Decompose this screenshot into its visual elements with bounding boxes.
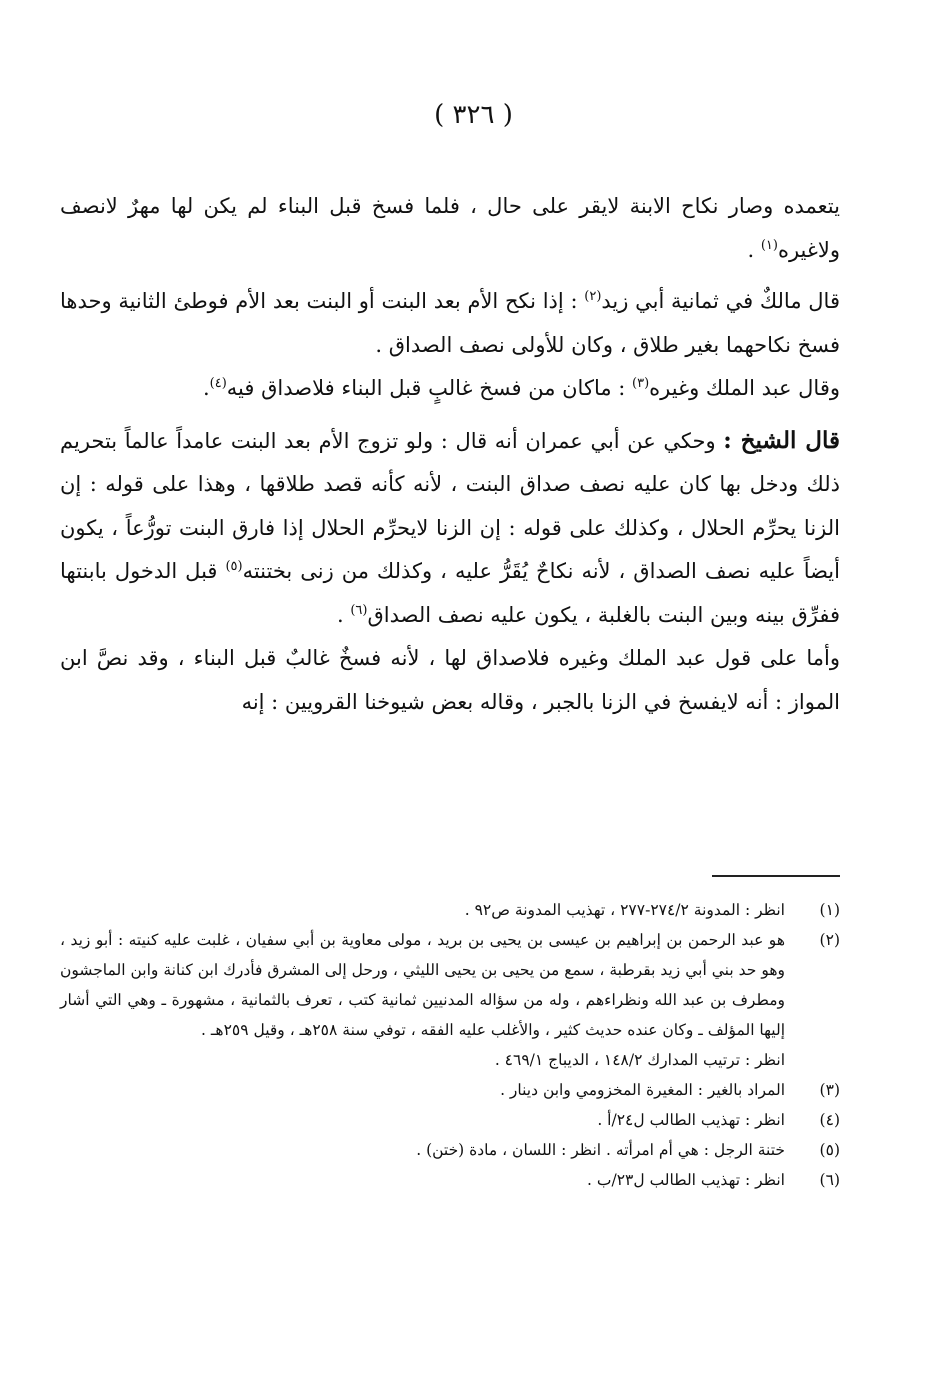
footnote-number: (٢) — [819, 931, 840, 949]
footnote — [60, 895, 840, 925]
paragraph: وقال عبد الملك وغيره$^{(٣)}$ : ماكان من فسخ غالبٍ قبل البناء فلاصداق فيه$^{(٤)}$. — [202, 376, 840, 400]
footnote-text: هو عبد الرحمن بن إبراهيم بن عيسى بن يحيى بن بريد ، مولى معاوية بن أبي سفيان ، غلبت عليه كنيته : أبو زيد ، وهو حد بني أبي زيد بقرطبة ، سمع من يحيى بن يحيى الليثي ، ورحل إلى المشرق فأدرك ابن كنانة وابن الماجشون ومطرف بن عبد الله ونظراءهم ، وله من سؤاله المدنيين ثمانية كتب ، تعرف بالثمانية ، مشهورة ـ وهي التي أشار إليها المؤلف ـ وكان عنده حديث كثير ، والأغلب عليه الفقه ، توفي سنة ٢٥٨هـ ، وقيل ٢٥٩هـ . — [60, 931, 785, 1039]
footnote-text: ختنة الرجل : هي أم امرأته . انظر : اللسان ، مادة (ختن) . — [416, 1141, 785, 1159]
paragraph — [60, 185, 840, 272]
paragraph-text: قال مالكٌ في ثمانية أبي زيد — [601, 289, 840, 313]
footnote-text: انظر : المدونة ٢٧٤/٢-٢٧٧ ، تهذيب المدونة ص٩٢ . — [464, 901, 785, 919]
paragraph-end: . — [336, 602, 351, 627]
paragraph-tail: . — [747, 237, 761, 262]
footnote-number: (٦) — [819, 1171, 840, 1189]
footnote-number: (٤) — [819, 1111, 840, 1129]
footnotes — [60, 895, 840, 1195]
paragraph-tail: : ماكان من فسخ غالبٍ قبل البناء فلاصداق فيه — [226, 376, 633, 400]
footnote-ref[interactable]: (١) — [760, 237, 778, 253]
page-number: ( ٣٢٦ ) — [434, 100, 513, 130]
footnote-text: انظر : تهذيب الطالب ل٢٣/ب . — [587, 1171, 785, 1189]
footnote — [60, 1075, 840, 1105]
paragraph — [60, 637, 840, 724]
main-text — [60, 185, 840, 724]
footnote-number: (٣) — [819, 1081, 840, 1099]
footnote-ref[interactable]: (٣) — [632, 376, 650, 391]
footnote — [60, 1165, 840, 1195]
footnote-ref[interactable]: (٥) — [225, 559, 243, 574]
footnote-number: (٥) — [819, 1141, 840, 1159]
paragraph-text: يتعمده وصار نكاح الابنة لايقر على حال ، فلما فسخ قبل البناء لم يكن لها مهرٌ لانصف ولاغيره — [60, 194, 840, 262]
footnote — [60, 925, 840, 1075]
footnote-text: انظر : ترتيب المدارك ١٤٨/٢ ، الديباج ٤٦٩/١ . — [494, 1051, 785, 1069]
paragraph-tail: : إذا نكح الأم بعد البنت أو البنت بعد الأم فوطئ الثانية وحدها فسخ نكاحهما بغير طلاق ، وكان للأولى نصف الصداق . — [60, 289, 840, 357]
footnote-ref[interactable]: (٤) — [209, 376, 227, 391]
paragraph-text: وأما على قول عبد الملك وغيره فلاصداق لها ، لأنه فسخٌ غالبٌ قبل البناء ، وقد نصَّ ابن المواز : أنه لايفسخ في الزنا بالجبر ، وقاله بعض شيوخنا القرويين : إنه — [60, 646, 840, 714]
paragraph-text: وحكي عن أبي عمران أنه قال : ولو تزوج الأم بعد البنت عامداً عالماً بتحريم ذلك ودخل بها كان عليه نصف صداق البنت ، لأنه كأنه قصد طلاقها ، وهذا على قوله : إن الزنا يحرِّم الحلال ، وكذلك على قوله : إن الزنا لايحرِّم الحلال إذا فارق البنت تورُّعاً ، يكون أيضاً عليه نصف الصداق ، لأنه نكاحٌ يُقَرُّ عليه ، وكذلك من زنى بختنته — [60, 428, 840, 583]
footnote-text: المراد بالغير : المغيرة المخزومي وابن دينار . — [500, 1081, 785, 1099]
footnote-ref[interactable]: (٢) — [584, 289, 602, 304]
footnote-text: انظر : تهذيب الطالب ل٢٤/أ . — [597, 1111, 785, 1129]
paragraph-text: وقال عبد الملك وغيره — [649, 376, 840, 400]
paragraph — [60, 419, 840, 638]
footnote — [60, 1105, 840, 1135]
paragraph — [60, 280, 840, 367]
footnote-divider — [712, 875, 840, 877]
footnote-ref[interactable]: (٦) — [350, 602, 368, 618]
footnote — [60, 1135, 840, 1165]
footnote-number: (١) — [819, 901, 840, 919]
paragraph-lead: قال الشيخ : — [723, 426, 840, 454]
paragraph-tail: قبل الدخول بابنتها ففرِّق بينه وبين البنت بالغلبة ، يكون عليه نصف الصداق — [60, 559, 840, 627]
